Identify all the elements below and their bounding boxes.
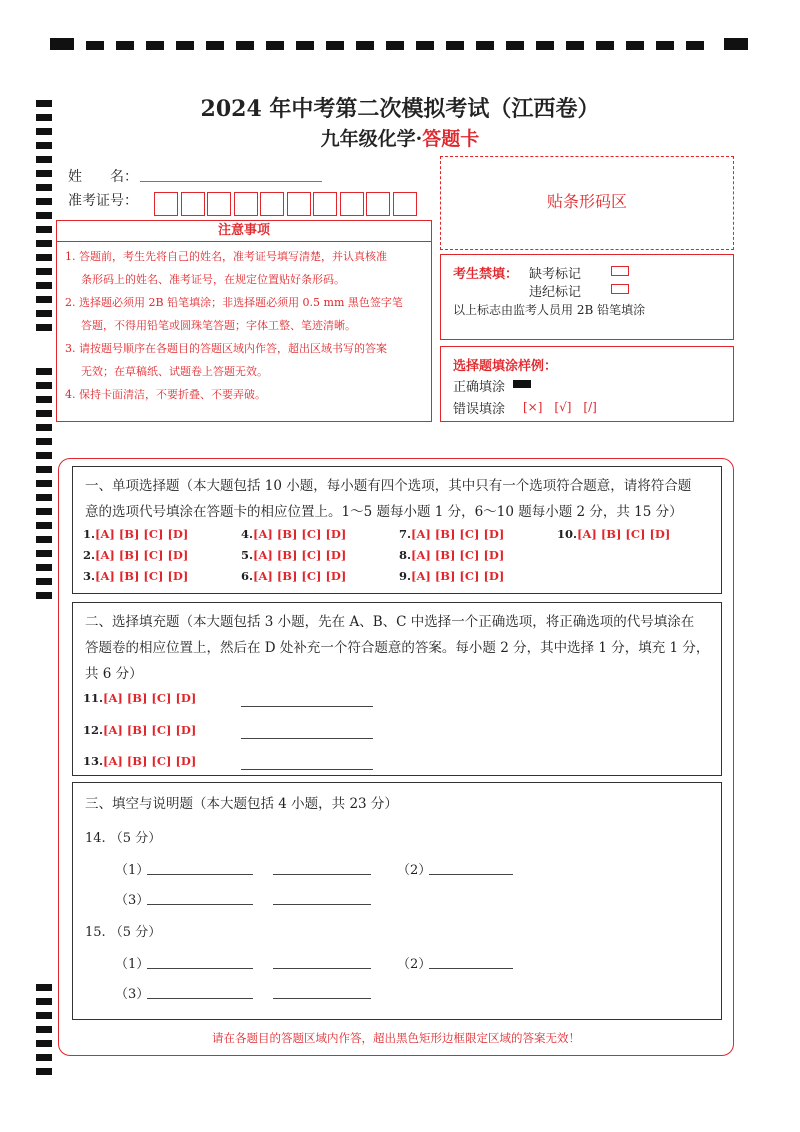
exam-id-digit-box[interactable] bbox=[207, 192, 231, 216]
exam-id-digit-box[interactable] bbox=[393, 192, 417, 216]
section-2-desc-line1: 二、选择填充题（本大题包括 3 小题，先在 A、B、C 中选择一个正确选项，将正确选项的代号填涂在 bbox=[85, 614, 695, 630]
choice-question[interactable] bbox=[83, 754, 196, 768]
choice-options[interactable]: [A] [B] [C] [D] bbox=[95, 527, 189, 541]
section-3-desc: 三、填空与说明题（本大题包括 4 小题，共 23 分） bbox=[85, 796, 398, 812]
footer-warning: 请在各题目的答题区域内作答，超出黑色矩形边框限定区域的答案无效！ bbox=[212, 1031, 580, 1045]
choice-options[interactable]: [A] [B] [C] [D] bbox=[253, 569, 347, 583]
question-number: 4. bbox=[241, 527, 254, 541]
choice-question[interactable] bbox=[399, 548, 504, 562]
exam-id-label: 准考证号： bbox=[68, 193, 138, 209]
question-number: 1. bbox=[83, 527, 96, 541]
answer-blank[interactable] bbox=[429, 967, 513, 969]
name-label: 姓 名： bbox=[68, 169, 138, 185]
exam-id-digit-box[interactable] bbox=[181, 192, 205, 216]
exam-id-digit-box[interactable] bbox=[287, 192, 311, 216]
notice-item: 无效；在草稿纸、试题卷上答题无效。 bbox=[81, 365, 268, 378]
question-number: 6. bbox=[241, 569, 254, 583]
notice-item: 条形码上的姓名、准考证号，在规定位置贴好条形码。 bbox=[81, 273, 345, 286]
exam-id-boxes[interactable] bbox=[154, 192, 420, 216]
timing-marks-left-3 bbox=[36, 984, 52, 1084]
choice-options[interactable]: [A] [B] [C] [D] bbox=[253, 548, 347, 562]
question-number: 2. bbox=[83, 548, 96, 562]
choice-options[interactable]: [A] [B] [C] [D] bbox=[95, 548, 189, 562]
section-2-desc-line3: 共 6 分） bbox=[85, 666, 143, 682]
notice-title-bar bbox=[57, 221, 431, 242]
section-1-desc-line2: 意的选项代号填涂在答题卡的相应位置上。1～5 题每小题 1 分，6～10 题每小题 2 分，共 15 分） bbox=[85, 504, 683, 520]
answer-blank[interactable] bbox=[273, 997, 371, 999]
question-number: 5. bbox=[241, 548, 254, 562]
notice-box bbox=[56, 220, 432, 422]
correct-fill-label: 正确填涂 bbox=[453, 380, 506, 395]
examiner-mark-box bbox=[440, 254, 734, 340]
name-field[interactable] bbox=[140, 180, 322, 182]
question-number: 12. bbox=[83, 723, 104, 737]
answer-blank[interactable] bbox=[147, 903, 253, 905]
barcode-area bbox=[440, 156, 734, 250]
wrong-fill-samples: [×] [√] [/] bbox=[523, 400, 597, 414]
question-14-label: 14. （5 分） bbox=[85, 831, 162, 846]
part-label: （2） bbox=[397, 957, 432, 972]
answer-blank[interactable] bbox=[241, 737, 373, 739]
absent-mark-label: 缺考标记 bbox=[529, 267, 582, 282]
part-label: （2） bbox=[397, 863, 432, 878]
violation-mark-box bbox=[611, 284, 629, 294]
answer-blank[interactable] bbox=[273, 903, 371, 905]
part-label: （1） bbox=[115, 863, 150, 878]
exam-id-digit-box[interactable] bbox=[340, 192, 364, 216]
notice-item: 答题，不得用铅笔或圆珠笔答题；字体工整、笔迹清晰。 bbox=[81, 319, 356, 332]
choice-question[interactable] bbox=[83, 723, 196, 737]
choice-question[interactable] bbox=[557, 527, 670, 541]
notice-item: 4. 保持卡面清洁，不要折叠、不要弄破。 bbox=[65, 388, 266, 401]
answer-blank[interactable] bbox=[147, 997, 253, 999]
part-label: （1） bbox=[115, 957, 150, 972]
choice-question[interactable] bbox=[399, 527, 504, 541]
section-fill-explain bbox=[72, 782, 722, 1020]
choice-question[interactable] bbox=[83, 691, 196, 705]
question-number: 11. bbox=[83, 691, 104, 705]
violation-mark-label: 违纪标记 bbox=[529, 285, 582, 300]
question-number: 8. bbox=[399, 548, 412, 562]
exam-id-digit-box[interactable] bbox=[154, 192, 178, 216]
choice-options[interactable]: [A] [B] [C] [D] bbox=[253, 527, 347, 541]
exam-id-digit-box[interactable] bbox=[313, 192, 337, 216]
answer-blank[interactable] bbox=[147, 873, 253, 875]
choice-question[interactable] bbox=[241, 548, 346, 562]
question-number: 10. bbox=[557, 527, 578, 541]
timing-marks-top bbox=[0, 0, 800, 60]
timing-marks-left-2 bbox=[36, 368, 52, 608]
subtitle-subject: 九年级化学· bbox=[320, 128, 423, 150]
choice-options[interactable]: [A] [B] [C] [D] bbox=[95, 569, 189, 583]
exam-id-digit-box[interactable] bbox=[260, 192, 284, 216]
section-single-choice bbox=[72, 466, 722, 594]
wrong-fill-label: 错误填涂 bbox=[453, 402, 506, 417]
section-2-desc-line2: 答题卷的相应位置上，然后在 D 处补充一个符合题意的答案。每小题 2 分，其中选择 1 分，填充 1 分， bbox=[85, 640, 710, 656]
choice-options[interactable]: [A] [B] [C] [D] bbox=[103, 723, 197, 737]
question-15-label: 15. （5 分） bbox=[85, 925, 162, 940]
notice-item: 3. 请按题号顺序在各题目的答题区域内作答，超出区域书写的答案 bbox=[65, 342, 387, 355]
answer-blank[interactable] bbox=[273, 873, 371, 875]
choice-question[interactable] bbox=[83, 569, 188, 583]
page-subtitle bbox=[0, 124, 800, 151]
section-choice-fill bbox=[72, 602, 722, 776]
choice-options[interactable]: [A] [B] [C] [D] bbox=[411, 548, 505, 562]
question-number: 13. bbox=[83, 754, 104, 768]
answer-blank[interactable] bbox=[241, 768, 373, 770]
choice-question[interactable] bbox=[83, 527, 188, 541]
fill-example-title: 选择题填涂样例： bbox=[453, 359, 558, 374]
answer-blank[interactable] bbox=[429, 873, 513, 875]
exam-id-digit-box[interactable] bbox=[234, 192, 258, 216]
choice-options[interactable]: [A] [B] [C] [D] bbox=[411, 569, 505, 583]
notice-title: 注意事项 bbox=[217, 223, 270, 238]
examiner-mark-note: 以上标志由监考人员用 2B 铅笔填涂 bbox=[453, 303, 646, 317]
correct-fill-sample bbox=[513, 380, 531, 388]
part-label: （3） bbox=[115, 893, 150, 908]
fill-example-box bbox=[440, 346, 734, 422]
examiner-mark-title: 考生禁填： bbox=[453, 267, 519, 282]
notice-item: 1. 答题前，考生先将自己的姓名，准考证号填写清楚，并认真核准 bbox=[65, 250, 387, 263]
question-number: 9. bbox=[399, 569, 412, 583]
subtitle-answer-sheet: 答题卡 bbox=[422, 128, 480, 150]
choice-options[interactable]: [A] [B] [C] [D] bbox=[103, 754, 197, 768]
absent-mark-box bbox=[611, 266, 629, 276]
choice-question[interactable] bbox=[399, 569, 504, 583]
question-number: 7. bbox=[399, 527, 412, 541]
choice-question[interactable] bbox=[241, 527, 346, 541]
choice-options[interactable]: [A] [B] [C] [D] bbox=[577, 527, 671, 541]
answer-blank[interactable] bbox=[241, 705, 373, 707]
page-title: 2024 年中考第二次模拟考试（江西卷） bbox=[200, 96, 600, 122]
barcode-label: 贴条形码区 bbox=[546, 192, 627, 211]
choice-options[interactable]: [A] [B] [C] [D] bbox=[411, 527, 505, 541]
choice-question[interactable] bbox=[241, 569, 346, 583]
exam-id-digit-box[interactable] bbox=[366, 192, 390, 216]
section-1-desc-line1: 一、单项选择题（本大题包括 10 小题，每小题有四个选项，其中只有一个选项符合题意，请将符合题 bbox=[85, 478, 692, 494]
choice-options[interactable]: [A] [B] [C] [D] bbox=[103, 691, 197, 705]
notice-item: 2. 选择题必须用 2B 铅笔填涂；非选择题必须用 0.5 mm 黑色签字笔 bbox=[65, 296, 403, 309]
part-label: （3） bbox=[115, 987, 150, 1002]
choice-question[interactable] bbox=[83, 548, 188, 562]
answer-blank[interactable] bbox=[273, 967, 371, 969]
question-number: 3. bbox=[83, 569, 96, 583]
answer-blank[interactable] bbox=[147, 967, 253, 969]
